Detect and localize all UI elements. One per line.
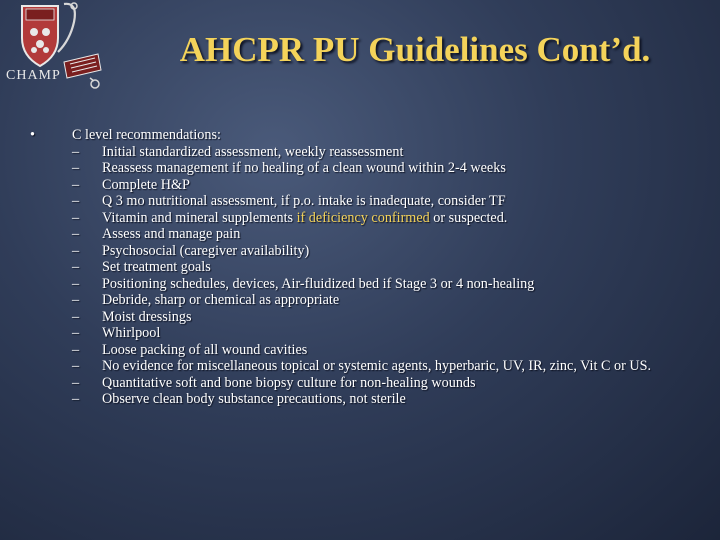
list-item (72, 391, 710, 408)
dash-marker: – (72, 292, 80, 308)
list-item (72, 309, 710, 326)
list-item-text (102, 210, 710, 227)
list-item-text: Assess and manage pain (102, 226, 241, 242)
list-item (72, 177, 710, 194)
dash-marker: – (72, 226, 80, 242)
bullet-mark: • (30, 127, 35, 143)
dash-marker: – (72, 259, 80, 275)
list-item (72, 325, 710, 342)
list-item-text: Reassess management if no healing of a clean wound within 2-4 weeks (102, 160, 506, 176)
item-text-end: or suspected. (429, 209, 508, 226)
list-item-text: No evidence for miscellaneous topical or systemic agents, hyperbaric, UV, IR, zinc, Vit C or US. (102, 358, 652, 374)
dash-marker: – (72, 193, 80, 209)
champ-logo-text: CHAMP (6, 68, 61, 83)
list-item-text: Set treatment goals (102, 259, 211, 275)
slide-content (30, 127, 710, 408)
champ-logo (0, 0, 110, 92)
dash-marker: – (72, 325, 80, 341)
list-item-text: Loose packing of all wound cavities (102, 341, 308, 358)
dash-marker: – (72, 160, 80, 176)
list-item (72, 276, 710, 293)
list-item (72, 358, 710, 375)
item-text-start: Vitamin and mineral supplements (102, 209, 297, 226)
list-item-text: Positioning schedules, devices, Air-fluidized bed if Stage 3 or 4 non-healing (102, 275, 535, 292)
list-item-text: Complete H&P (102, 176, 190, 193)
list-item (72, 259, 710, 276)
list-item (72, 243, 710, 260)
dash-marker: – (72, 242, 80, 259)
list-item-text: Whirlpool (102, 325, 161, 341)
dash-marker: – (72, 358, 80, 374)
list-item (72, 210, 710, 227)
list-item (72, 375, 710, 392)
list-item (72, 144, 710, 161)
list-item-text: Quantitative soft and bone biopsy culture for non-healing wounds (102, 374, 476, 391)
dash-marker: – (72, 143, 80, 160)
list-item-text: Debride, sharp or chemical as appropriate (102, 292, 340, 308)
dash-marker: – (72, 391, 80, 407)
list-item (72, 292, 710, 309)
list-item-text: Q 3 mo nutritional assessment, if p.o. intake is inadequate, consider TF (102, 193, 506, 209)
dash-marker: – (72, 341, 80, 358)
top-bullet (30, 127, 710, 144)
highlighted-text: if deficiency confirmed (296, 209, 430, 226)
slide-title: AHCPR PU Guidelines Cont’d. (179, 30, 651, 69)
list-item (72, 226, 710, 243)
lead-text: C level recommendations: (72, 127, 221, 143)
list-item-text: Observe clean body substance precautions, not sterile (102, 391, 406, 407)
list-item-text: Psychosocial (caregiver availability) (102, 242, 310, 259)
list-item-text: Moist dressings (102, 308, 192, 325)
list-item (72, 193, 710, 210)
dash-marker: – (72, 209, 80, 226)
list-item (72, 342, 710, 359)
list-item-text: Initial standardized assessment, weekly reassessment (102, 143, 404, 160)
dash-marker: – (72, 176, 80, 193)
dash-marker: – (72, 275, 80, 292)
list-item (72, 160, 710, 177)
dash-marker: – (72, 308, 80, 325)
recommendation-list (30, 144, 710, 408)
dash-marker: – (72, 374, 80, 391)
